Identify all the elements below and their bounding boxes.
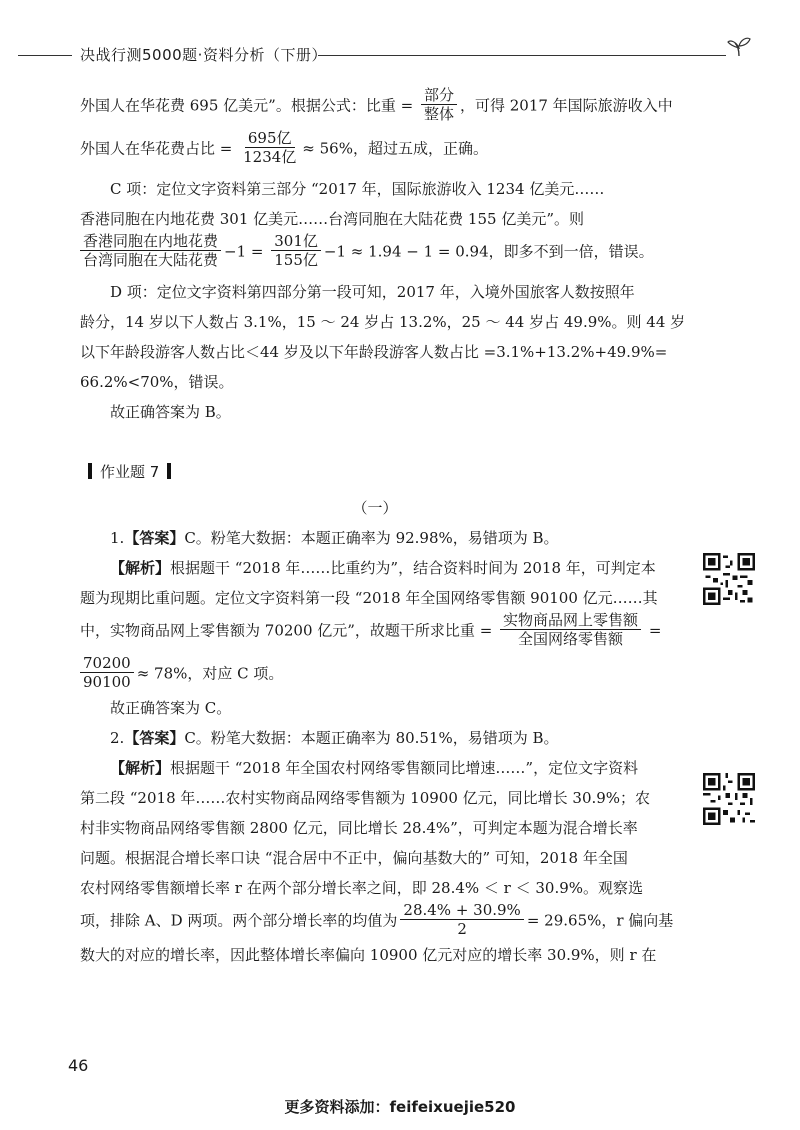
fraction-online-retail: $\frac{\text{实物商品网上零售额}}{\text{全国网络零售额}}$ — [500, 611, 641, 648]
qr-code-q2[interactable] — [703, 773, 755, 825]
q2-analysis-line2: 第二段 “2018 年……农村实物商品网络零售额为 10900 亿元，同比增长 30.9%；农 — [80, 789, 651, 807]
q1-analysis-line2: 题为现期比重问题。定位文字资料第一段 “2018 年全国网络零售额 90100 亿元……其 — [80, 589, 658, 607]
section-heading: 作业题 7 — [80, 457, 670, 487]
fraction-share-formula: $\frac{\text{部分}}{\text{整体}}$ — [421, 86, 457, 123]
q1-analysis-line3: 中，实物商品网上零售额为 70200 亿元”，故题干所求比重 = $\frac{\text{实物商品网上零售额}}{\text{全国网络零售额}}$ = — [80, 611, 662, 648]
option-d-line1: D 项：定位文字资料第四部分第一段可知，2017 年，入境外国旅客人数按照年 — [110, 283, 635, 301]
q1-analysis-line1: 【解析】根据题干 “2018 年……比重约为”，结合资料时间为 2018 年，可判定本 — [110, 559, 656, 577]
sprout-icon — [726, 32, 752, 58]
q2-analysis-line3: 村非实物商品网络零售额 2800 亿元，同比增长 28.4%”，可判定本题为混合增长率 — [80, 819, 638, 837]
q1-answer: 1.【答案】C。粉笔大数据：本题正确率为 92.98%，易错项为 B。 — [110, 529, 559, 547]
fraction-301-155: $\frac{\text{301亿}}{\text{155亿}}$ — [271, 232, 321, 269]
option-d-line3: 以下年龄段游客人数占比＜44 岁及以下年龄段游客人数占比 =3.1%+13.2%+49.9%= — [80, 343, 668, 361]
q2-analysis-line6: 项，排除 A、D 两项。两个部分增长率的均值为 $\frac{28.4\% + 30.9\%}{2}$ = 29.65%，r 偏向基 — [80, 901, 674, 938]
q2-answer: 2.【答案】C。粉笔大数据：本题正确率为 80.51%，易错项为 B。 — [110, 729, 559, 747]
final-answer-b: 故正确答案为 B。 — [110, 403, 231, 421]
page-body — [80, 86, 686, 970]
heading-bar-right — [167, 463, 171, 479]
q2-analysis-line5: 农村网络零售额增长率 r 在两个部分增长率之间，即 28.4% ＜ r ＜ 30.9%。观察选 — [80, 879, 644, 897]
paragraph-b-result: 外国人在华花费占比 = $\frac{\text{695亿}}{\text{1234亿}}$ ≈ 56%，超过五成，正确。 — [80, 129, 488, 166]
q2-analysis-line4: 问题。根据混合增长率口诀 “混合居中不正中，偏向基数大的” 可知，2018 年全国 — [80, 849, 628, 867]
option-c-line2: 香港同胞在内地花费 301 亿美元……台湾同胞在大陆花费 155 亿美元”。则 — [80, 210, 585, 228]
q1-analysis-line4: $\frac{70200}{90100}$ ≈ 78%，对应 C 项。 — [80, 656, 670, 693]
option-d-line2: 龄分，14 岁以下人数占 3.1%，15 ～ 24 岁占 13.2%，25 ～ 44 岁占 49.9%。则 44 岁 — [80, 313, 686, 331]
option-c-line3: $\frac{\text{香港同胞在内地花费}}{\text{台湾同胞在大陆花费}}$ −1 = $\frac{\text{301亿}}{\text{155亿}}$ −1 ≈ 1.94 − 1 = 0.94，即多不到一倍，错误。 — [80, 234, 670, 271]
q2-analysis-line7: 数大的对应的增长率，因此整体增长率偏向 10900 亿元对应的增长率 30.9%，则 r 在 — [80, 946, 657, 964]
running-header — [0, 40, 800, 70]
paragraph-b-conclusion: 外国人在华花费 695 亿美元”。根据公式：比重 = $\frac{\text{部分}}{\text{整体}}$ ，可得 2017 年国际旅游收入中 — [80, 86, 673, 123]
fraction-growth-mean: $\frac{28.4\% + 30.9\%}{2}$ — [400, 901, 523, 938]
heading-bar-left — [88, 463, 92, 479]
fraction-hk-taiwan: $\frac{\text{香港同胞在内地花费}}{\text{台湾同胞在大陆花费}}$ — [80, 232, 221, 269]
fraction-70200-90100: $\frac{70200}{90100}$ — [80, 654, 134, 691]
part-heading: （一） — [352, 499, 398, 517]
book-title: 决战行测5000题·资料分析（下册） — [80, 46, 327, 64]
header-rule-right — [318, 55, 726, 56]
option-d-line4: 66.2%<70%，错误。 — [80, 373, 234, 391]
page-number: 46 — [68, 1056, 89, 1075]
q2-analysis-line1: 【解析】根据题干 “2018 年全国农村网络零售额同比增速……”，定位文字资料 — [110, 759, 639, 777]
header-rule-left — [18, 55, 72, 56]
qr-code-q1[interactable] — [703, 553, 755, 605]
final-answer-c-1: 故正确答案为 C。 — [110, 699, 232, 717]
option-c-line1: C 项：定位文字资料第三部分 “2017 年，国际旅游收入 1234 亿美元…… — [110, 180, 605, 198]
footer-note: 更多资料添加：feifeixuejie520 — [284, 1098, 516, 1116]
fraction-695-1234: $\frac{\text{695亿}}{\text{1234亿}}$ — [243, 129, 297, 166]
